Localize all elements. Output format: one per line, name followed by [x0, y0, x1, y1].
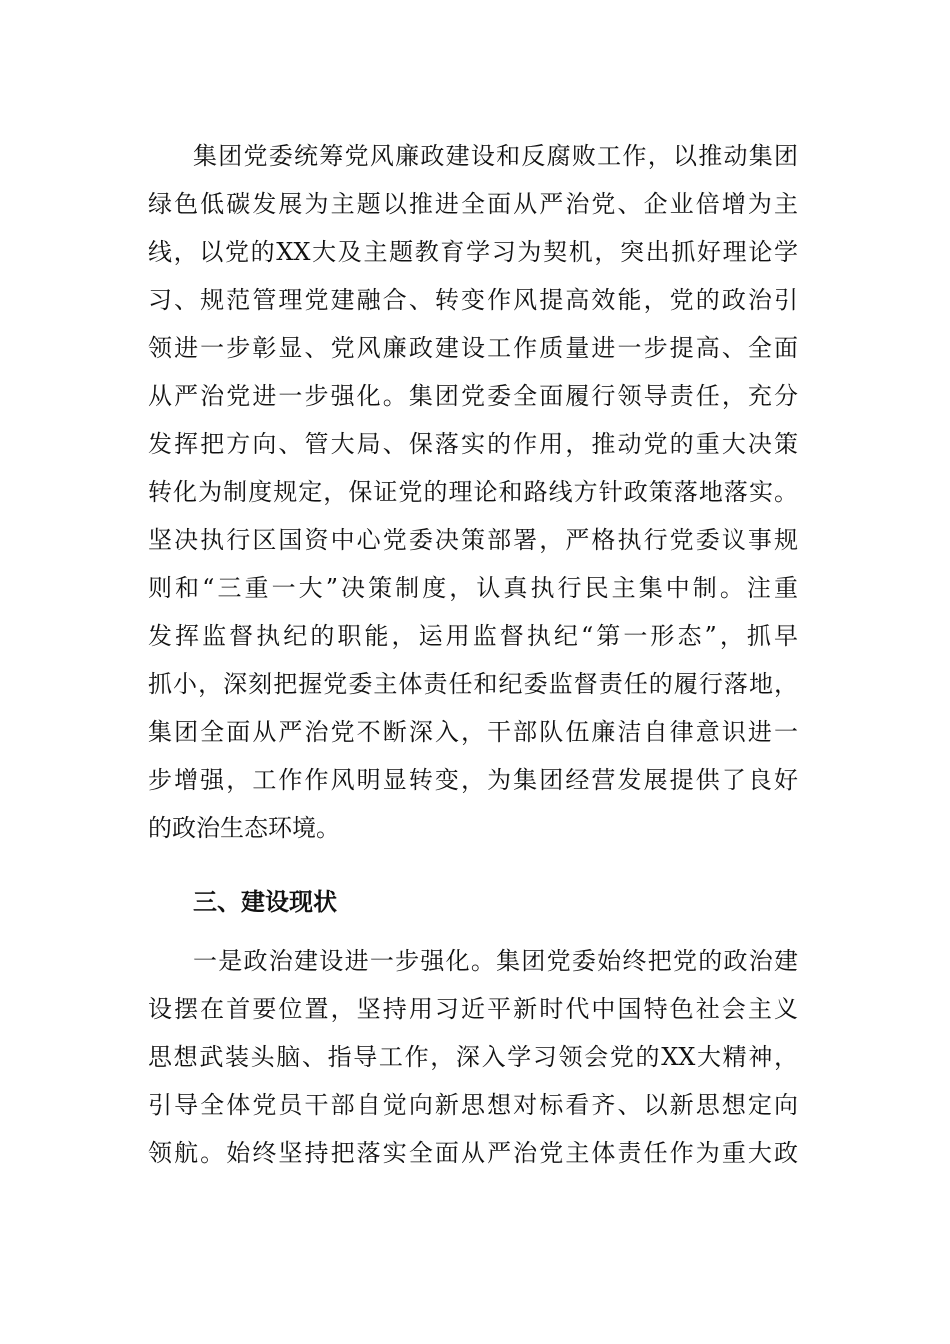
- paragraph-line: 抓小，深刻把握党委主体责任和纪委监督责任的履行落地，: [148, 670, 798, 698]
- paragraph-line: 转化为制度规定，保证党的理论和路线方针政策落地落实。: [148, 478, 798, 506]
- paragraph-line: 领航。始终坚持把落实全面从严治党主体责任作为重大政: [148, 1139, 798, 1167]
- paragraph-political-building: [148, 937, 798, 1177]
- paragraph-party-conduct: [148, 132, 798, 852]
- paragraph-line: 习、规范管理党建融合、转变作风提高效能，党的政治引: [148, 286, 798, 314]
- paragraph-line: 的政治生态环境。: [148, 814, 340, 842]
- paragraph-line: 坚决执行区国资中心党委决策部署，严格执行党委议事规: [148, 526, 798, 554]
- paragraph-line: 设摆在首要位置，坚持用习近平新时代中国特色社会主义: [148, 995, 798, 1023]
- paragraph-line: 集团党委统筹党风廉政建设和反腐败工作，以推动集团: [193, 142, 798, 170]
- paragraph-line: 发挥监督执纪的职能，运用监督执纪“第一形态”，抓早: [148, 622, 798, 650]
- paragraph-line: 步增强，工作作风明显转变，为集团经营发展提供了良好: [148, 766, 798, 794]
- paragraph-line: 绿色低碳发展为主题以推进全面从严治党、企业倍增为主: [148, 190, 798, 218]
- paragraph-line: 一是政治建设进一步强化。集团党委始终把党的政治建: [193, 947, 798, 975]
- section-heading: [148, 878, 798, 926]
- section-heading-text: 三、建设现状: [193, 888, 337, 916]
- paragraph-line: 领进一步彰显、党风廉政建设工作质量进一步提高、全面: [148, 334, 798, 362]
- paragraph-line: 则和“三重一大”决策制度，认真执行民主集中制。注重: [148, 574, 798, 602]
- paragraph-line: 线，以党的XX大及主题教育学习为契机，突出抓好理论学: [148, 238, 798, 266]
- paragraph-line: 集团全面从严治党不断深入，干部队伍廉洁自律意识进一: [148, 718, 798, 746]
- paragraph-line: 引导全体党员干部自觉向新思想对标看齐、以新思想定向: [148, 1091, 798, 1119]
- paragraph-line: 思想武装头脑、指导工作，深入学习领会党的XX大精神，: [148, 1043, 798, 1071]
- paragraph-line: 发挥把方向、管大局、保落实的作用，推动党的重大决策: [148, 430, 798, 458]
- paragraph-line: 从严治党进一步强化。集团党委全面履行领导责任，充分: [148, 382, 798, 410]
